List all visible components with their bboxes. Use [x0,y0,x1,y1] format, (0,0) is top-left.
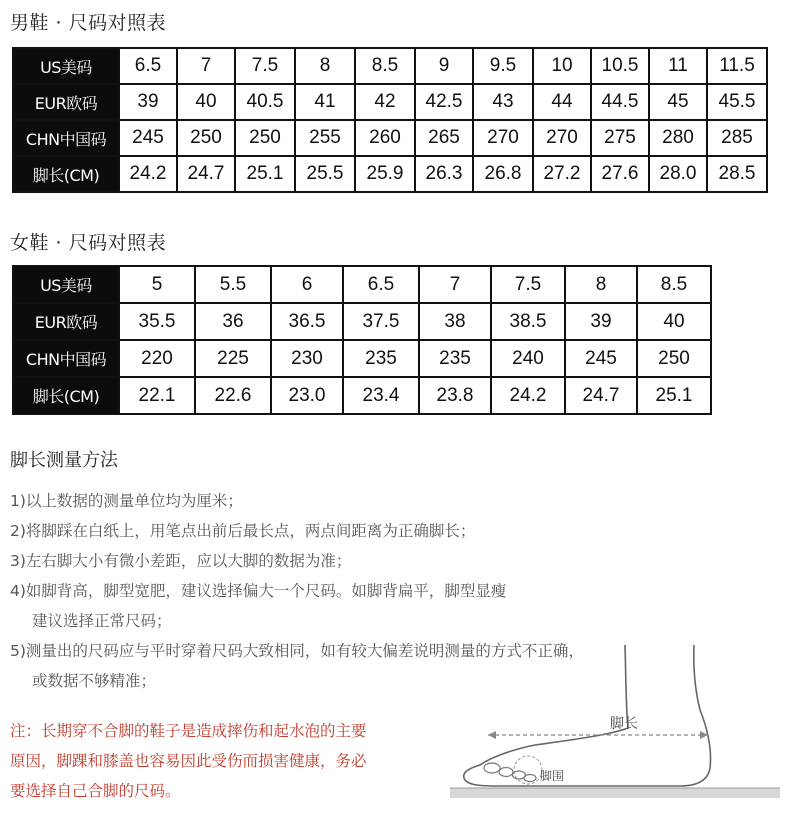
warning-note [10,716,367,806]
size-cell: 22.6 [195,377,271,414]
size-cell: 285 [707,120,767,156]
size-cell: 27.6 [591,156,649,192]
size-cell: 245 [119,120,177,156]
size-cell: 270 [473,120,533,156]
size-cell: 8 [295,48,355,84]
size-cell: 280 [649,120,707,156]
warning-line-3: 要选择自己合脚的尺码。 [10,782,181,800]
size-cell: 6 [271,266,343,303]
size-cell: 245 [565,340,637,377]
toe-1 [484,763,500,773]
size-cell: 27.2 [533,156,591,192]
foot-girth-loop [514,756,542,784]
size-cell: 9 [415,48,473,84]
toe-2 [499,768,513,777]
size-cell: 250 [177,120,235,156]
size-cell: 235 [419,340,491,377]
size-cell: 39 [119,84,177,120]
size-cell: 250 [235,120,295,156]
size-cell: 40 [637,303,711,340]
size-cell: 24.7 [565,377,637,414]
size-cell: 255 [295,120,355,156]
size-cell: 26.8 [473,156,533,192]
women-chart-title: 女鞋 · 尺码对照表 [10,232,167,254]
row-header: CHN中国码 [13,120,119,156]
row-header: CHN中国码 [13,340,119,377]
size-cell: 220 [119,340,195,377]
size-cell: 25.5 [295,156,355,192]
size-cell: 22.1 [119,377,195,414]
size-cell: 38.5 [491,303,565,340]
size-cell: 9.5 [473,48,533,84]
size-cell: 5.5 [195,266,271,303]
row-header: 脚长(CM) [13,377,119,414]
size-cell: 39 [565,303,637,340]
men-size-table [12,47,768,193]
size-cell: 36.5 [271,303,343,340]
size-cell: 36 [195,303,271,340]
size-cell: 45 [649,84,707,120]
warning-line-2: 原因，脚踝和膝盖也容易因此受伤而损害健康，务必 [10,752,367,770]
size-cell: 270 [533,120,591,156]
size-cell: 28.0 [649,156,707,192]
size-cell: 25.1 [235,156,295,192]
size-cell: 28.5 [707,156,767,192]
size-cell: 240 [491,340,565,377]
size-cell: 44.5 [591,84,649,120]
foot-outline [464,645,711,786]
foot-girth-label: 脚围 [540,769,565,783]
size-cell: 8.5 [355,48,415,84]
foot-measurement-illustration [450,640,780,825]
size-cell: 40.5 [235,84,295,120]
size-cell: 7.5 [491,266,565,303]
size-cell: 24.2 [119,156,177,192]
table-row [13,377,711,414]
size-cell: 35.5 [119,303,195,340]
size-cell: 45.5 [707,84,767,120]
table-row [13,48,767,84]
table-row [13,84,767,120]
size-cell: 7.5 [235,48,295,84]
size-cell: 24.7 [177,156,235,192]
size-cell: 25.1 [637,377,711,414]
row-header: EUR欧码 [13,303,119,340]
size-cell: 10.5 [591,48,649,84]
size-cell: 10 [533,48,591,84]
size-cell: 6.5 [119,48,177,84]
size-cell: 230 [271,340,343,377]
table-row [13,340,711,377]
note-line-5: 5)测量出的尺码应与平时穿着尺码大致相同，如有较大偏差说明测量的方式不正确， [10,642,584,660]
row-header: 脚长(CM) [13,156,119,192]
note-line-5-cont: 或数据不够精准； [32,672,157,690]
size-cell: 8.5 [637,266,711,303]
size-cell: 23.0 [271,377,343,414]
size-cell: 44 [533,84,591,120]
size-cell: 23.8 [419,377,491,414]
size-cell: 6.5 [343,266,419,303]
length-arrow-left [488,731,496,739]
size-cell: 235 [343,340,419,377]
table-row [13,120,767,156]
size-cell: 11.5 [707,48,767,84]
row-header: EUR欧码 [13,84,119,120]
size-cell: 260 [355,120,415,156]
row-header: US美码 [13,48,119,84]
size-cell: 275 [591,120,649,156]
foot-length-label: 脚长 [610,716,638,732]
note-line-1: 1)以上数据的测量单位均为厘米； [10,492,243,510]
note-line-2: 2)将脚踩在白纸上，用笔点出前后最长点，两点间距离为正确脚长； [10,522,476,540]
table-row [13,156,767,192]
size-cell: 43 [473,84,533,120]
note-line-4-cont: 建议选择正常尺码； [32,612,172,630]
size-cell: 37.5 [343,303,419,340]
size-cell: 25.9 [355,156,415,192]
size-cell: 42 [355,84,415,120]
size-cell: 23.4 [343,377,419,414]
size-cell: 7 [177,48,235,84]
size-cell: 225 [195,340,271,377]
men-chart-title: 男鞋 · 尺码对照表 [10,12,167,34]
size-cell: 40 [177,84,235,120]
size-cell: 265 [415,120,473,156]
size-cell: 42.5 [415,84,473,120]
size-cell: 7 [419,266,491,303]
floor-surface [450,788,780,798]
size-cell: 11 [649,48,707,84]
size-cell: 24.2 [491,377,565,414]
warning-line-1: 注：长期穿不合脚的鞋子是造成摔伤和起水泡的主要 [10,722,367,740]
table-row [13,266,711,303]
size-cell: 5 [119,266,195,303]
size-cell: 41 [295,84,355,120]
size-cell: 8 [565,266,637,303]
size-cell: 26.3 [415,156,473,192]
toe-4 [524,775,536,782]
table-row [13,303,711,340]
measurement-method-title: 脚长测量方法 [10,450,118,471]
size-cell: 38 [419,303,491,340]
note-line-3: 3)左右脚大小有微小差距，应以大脚的数据为准； [10,552,352,570]
note-line-4: 4)如脚背高，脚型宽肥，建议选择偏大一个尺码。如脚背扁平，脚型显瘦 [10,582,507,600]
size-cell: 250 [637,340,711,377]
row-header: US美码 [13,266,119,303]
women-size-table [12,265,712,415]
